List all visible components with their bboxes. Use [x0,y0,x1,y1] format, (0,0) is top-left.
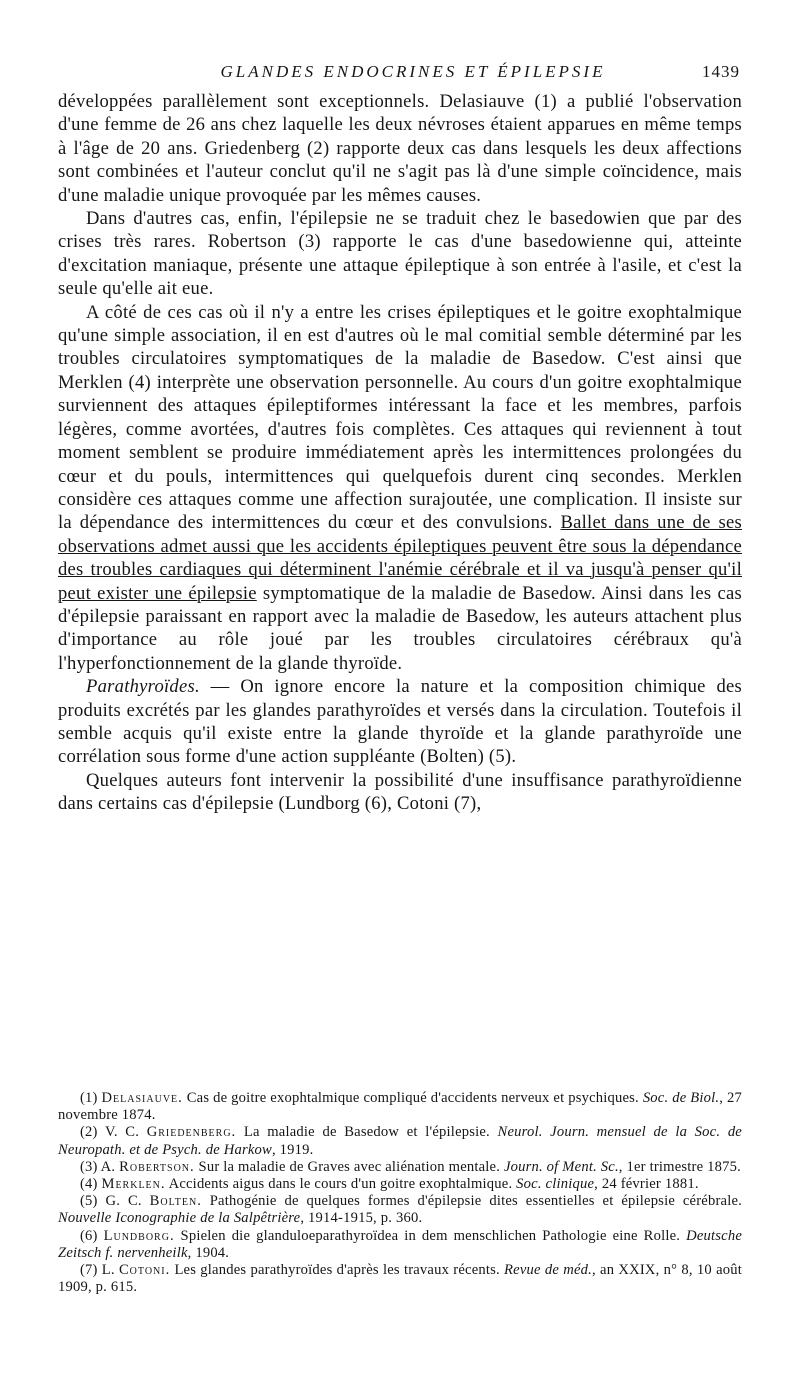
footnote-author: Griedenberg. [146,1124,237,1141]
footnote-5 [58,1193,742,1227]
footnote-2 [58,1124,742,1158]
footnote-number: (6) [80,1227,104,1244]
footnote-text: Les glandes parathyroïdes d'après les travaux récents. [170,1262,505,1279]
paragraph-2: Dans d'autres cas, enfin, l'épilepsie ne se traduit chez le basedowien que par des crises très rares. Robertson (3) rapporte le cas d'une basedowienne qui, atteinte d'excitation maniaque, présente une attaque épileptique à son entrée à l'asile, et c'est la seule qu'elle ait eue. [58,208,742,300]
footnote-source: Revue de méd. [504,1262,592,1279]
footnote-1 [58,1090,742,1124]
footnote-number: (1) [80,1090,102,1106]
footnote-number: (2) V. C. [80,1124,147,1141]
footnote-source: Nouvelle Iconographie de la Salpêtrière [58,1210,301,1227]
footnote-3 [58,1159,742,1176]
paragraph-3-end: symptomatique de la maladie de Basedow. Ainsi dans les cas d'épilepsie paraissant en rapport avec la maladie de Basedow, les auteurs attachent plus d'importance au rôle joué par les troubles circulatoires cérébraux qu'à l'hyperfonctionnement de la glande thyroïde. [58,582,742,674]
footnote-author: Cotoni. [118,1262,171,1279]
footnote-number: (4) [80,1176,102,1193]
footnote-text: Cas de goitre exophtalmique compliqué d'accidents nerveux et psychiques. [182,1090,643,1106]
paragraph-3-text: A côté de ces cas où il n'y a entre les crises épileptiques et le goitre exophtalmique qu'une simple association, il en est d'autres où le mal comitial semble déterminé par les troubles circulatoires symptomatiques de la maladie de Basedow. C'est ainsi que Merklen (4) interprète une observation personnelle. Au cours d'un goitre exophtalmique surviennent des attaques épileptiformes intéressant la face et les membres, parfois légères, comme avortées, d'autres fois complètes. Ces attaques qui reviennent à tout moment semblent se produire immédiatement après les intermittences prolongées du cœur et du pouls, intermittences qui quelquefois durent cinq secondes. Merklen considère ces attaques comme une affection surajoutée, une complication. Il insiste sur la dépendance des intermittences du cœur et des convulsions. [58,301,742,534]
footnote-source: Deutsche Zeitsch f. nervenheilk [58,1227,742,1261]
footnote-source: Soc. de Biol. [642,1090,720,1106]
footnote-text: Sur la maladie de Graves avec aliénation mentale. [194,1158,504,1175]
running-title: GLANDES ENDOCRINES ET ÉPILEPSIE [220,62,606,81]
section-title-parathyroides: Parathyroïdes. [86,676,200,698]
footnote-author: Robertson. [119,1158,195,1175]
footnote-author: Bolten. [149,1193,202,1210]
footnote-source: Soc. clinique [516,1176,595,1193]
footnote-text: Pathogénie de quelques formes d'épilepsie dites essentielles et épilepsie cérébrale. [201,1193,742,1210]
page-header [56,62,740,92]
footnote-text: Spielen die glanduloeparathyroïdea in dem menschlichen Pathologie eine Rolle. [174,1227,687,1244]
body-text [58,90,742,816]
paragraph-3 [58,301,742,676]
footnote-tail: , 1904. [187,1244,230,1261]
footnote-4 [58,1176,742,1193]
footnote-number: (7) L. [80,1262,119,1279]
footnote-tail: , 1er trimestre 1875. [618,1158,741,1175]
footnote-tail: , 24 février 1881. [594,1176,699,1193]
footnote-6 [58,1228,742,1262]
footnote-tail: , 27 novembre 1874. [58,1090,742,1124]
footnote-tail: , an XXIX, n° 8, 10 août 1909, p. 615. [58,1262,743,1296]
footnote-text: La maladie de Basedow et l'épilepsie. [236,1124,498,1141]
paragraph-4 [58,675,742,769]
footnote-author: Lundborg. [103,1227,175,1244]
paragraph-5: Quelques auteurs font intervenir la possibilité d'une insuffisance parathyroïdienne dans certains cas d'épilepsie (Lundborg (6), Cotoni (7), [58,769,742,815]
footnote-tail: , 1914-1915, p. 360. [300,1210,423,1227]
footnote-source: Journ. of Ment. Sc. [503,1158,619,1175]
footnote-7 [58,1262,742,1296]
footnote-text: Accidents aigus dans le cours d'un goitre exophtalmique. [165,1176,517,1193]
footnote-author: Delasiauve. [101,1090,183,1106]
footnote-author: Merklen. [101,1176,166,1193]
paragraph-1: développées parallèlement sont exceptionnels. Delasiauve (1) a publié l'observation d'une femme de 26 ans chez laquelle les deux névroses étaient apparues en même temps à l'âge de 20 ans. Griedenberg (2) rapporte deux cas dans lesquels les deux affections sont combinées et l'auteur conclut qu'il ne s'agit pas là d'une simple coïncidence, mais d'une maladie unique provoquée par les mêmes causes. [58,91,742,206]
footnote-tail: , 1919. [271,1141,314,1158]
page-number: 1439 [702,62,740,81]
footnote-number: (3) A. [80,1158,120,1175]
paragraph-4-text: — On ignore encore la nature et la composition chimique des produits excrétés par les glandes parathyroïdes et versés dans la circulation. Toutefois il semble acquis qu'il existe entre la glande thyroïde et la glande parathyroïde une corrélation sous forme d'une action suppléante (Bolten) (5). [58,676,742,768]
underlined-passage: Ballet dans une de ses observations admet aussi que les accidents épileptiques peuvent être sous la dépendance des troubles cardiaques qui déterminent l'anémie cérébrale et il va jusqu'à penser qu'il peut exister une épilepsie [58,512,742,604]
footnotes [58,1090,742,1296]
footnote-source: Neurol. Journ. mensuel de la Soc. de Neuropath. et de Psych. de Harkow [58,1124,742,1158]
footnote-number: (5) G. C. [80,1193,150,1210]
